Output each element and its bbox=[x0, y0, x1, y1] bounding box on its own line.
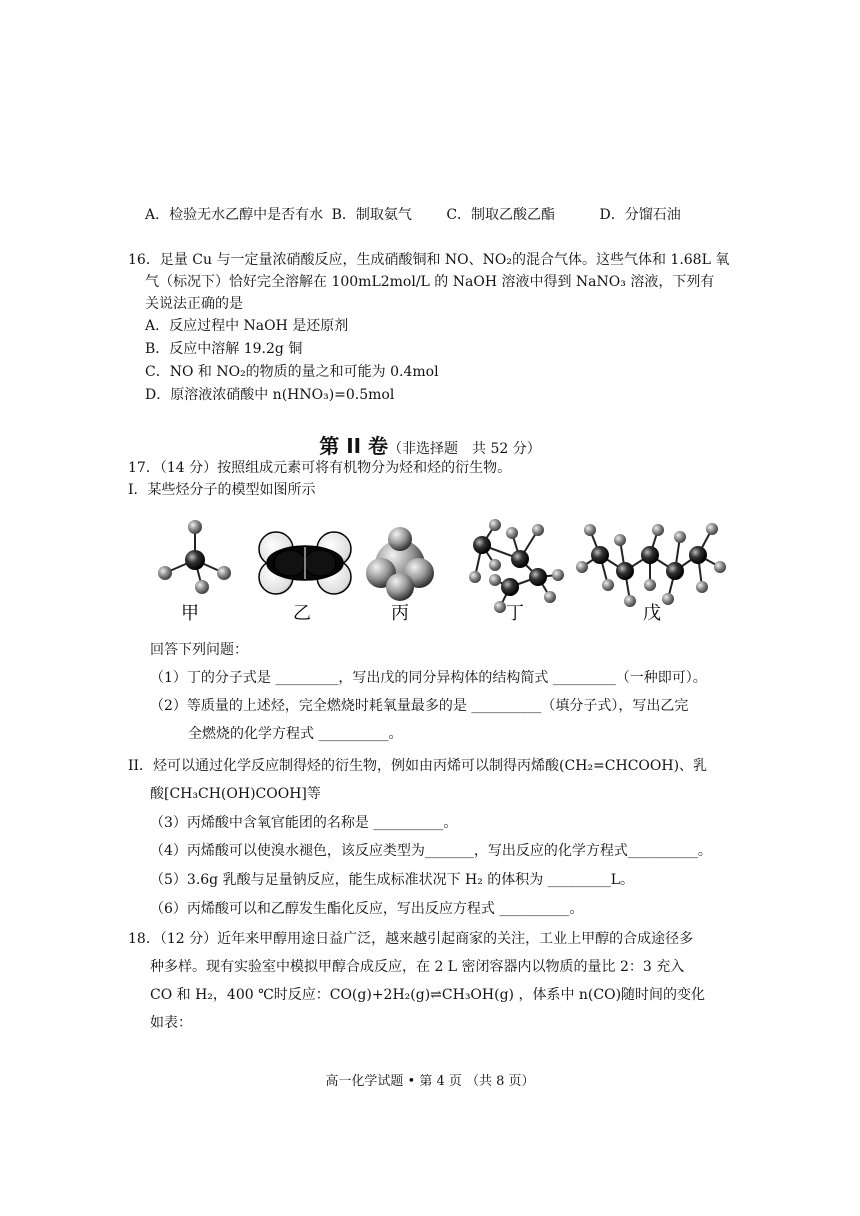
hydrocarbon-models-figure bbox=[150, 515, 740, 625]
q17-sub2-line-1: （2）等质量的上述烃，完全燃烧时耗氧量最多的是 __________（填分子式），写出乙完 bbox=[150, 698, 689, 714]
section-title-sub: （非选择题 共 52 分） bbox=[388, 441, 541, 457]
q17-sub2-line-2: 全燃烧的化学方程式 __________。 bbox=[188, 726, 403, 742]
section-title bbox=[0, 430, 860, 459]
q15-options bbox=[145, 205, 681, 225]
q17-sub1: （1）丁的分子式是 _________，写出戊的同分异构体的结构简式 _________（一种即可）。 bbox=[150, 670, 707, 686]
q18-line-4: 如表： bbox=[150, 1015, 192, 1031]
page-footer: 高一化学试题 • 第 4 页 （共 8 页） bbox=[325, 1074, 535, 1089]
model-wu bbox=[576, 523, 726, 607]
q15-option-c: C．制取乙酸乙酯 bbox=[446, 207, 556, 223]
label-wu: 戊 bbox=[643, 603, 661, 624]
model-bing bbox=[366, 527, 434, 601]
q18-line-1: 18．（12 分）近年来甲醇用途日益广泛，越来越引起商家的关注，工业上甲醇的合成途径多 bbox=[128, 931, 694, 947]
label-bing: 丙 bbox=[391, 603, 409, 624]
q15-option-a: A．检验无水乙醇中是否有水 bbox=[145, 207, 324, 223]
q16-option-b: B．反应中溶解 19.2g 铜 bbox=[145, 341, 303, 357]
q16-option-c: C．NO 和 NO₂的物质的量之和可能为 0.4mol bbox=[145, 364, 439, 380]
q16-option-a: A．反应过程中 NaOH 是还原剂 bbox=[145, 318, 349, 334]
label-ding: 丁 bbox=[506, 603, 524, 624]
q17-sub4: （4）丙烯酸可以使溴水褪色，该反应类型为_______，写出反应的化学方程式__________。 bbox=[150, 843, 712, 859]
q18-line-3: CO 和 H₂，400 ℃时反应：CO(g)+2H₂(g)⇌CH₃OH(g) ，体系中 n(CO)随时间的变化 bbox=[150, 987, 706, 1003]
q17-sub6: （6）丙烯酸可以和乙醇发生酯化反应，写出反应方程式 __________。 bbox=[150, 901, 584, 917]
q16-stem-line-3: 关说法正确的是 bbox=[145, 296, 243, 312]
q17-sub3: （3）丙烯酸中含氧官能团的名称是 __________。 bbox=[150, 815, 458, 831]
q17-part2-line-2: 酸[CH₃CH(OH)COOH]等 bbox=[150, 786, 321, 802]
q17-stem: 17．（14 分）按照组成元素可将有机物分为烃和烃的衍生物。 bbox=[128, 460, 512, 476]
q17-sub5: （5）3.6g 乳酸与足量钠反应，能生成标准状况下 H₂ 的体积为 _________L。 bbox=[150, 872, 635, 888]
section-title-main: 第 II 卷 bbox=[319, 434, 389, 458]
label-jia: 甲 bbox=[181, 603, 199, 624]
model-ding bbox=[469, 519, 564, 613]
q16-stem-line-1: 16．足量 Cu 与一定量浓硝酸反应，生成硝酸铜和 NO、NO₂的混合气体。这些气体和 1.68L 氧 bbox=[128, 252, 730, 268]
q17-answer-prompt: 回答下列问题： bbox=[150, 642, 248, 658]
q18-line-2: 种多样。现有实验室中模拟甲醇合成反应，在 2 L 密闭容器内以物质的量比 2：3 充入 bbox=[150, 959, 685, 975]
q17-part1: I．某些烃分子的模型如图所示 bbox=[128, 482, 316, 498]
q17-part2-line-1: II．烃可以通过化学反应制得烃的衍生物，例如由丙烯可以制得丙烯酸(CH₂=CHCOOH)、乳 bbox=[128, 758, 708, 774]
q15-option-d: D．分馏石油 bbox=[599, 207, 681, 223]
q15-option-b: B．制取氨气 bbox=[331, 207, 412, 223]
label-yi: 乙 bbox=[293, 603, 311, 624]
q16-stem-line-2: 气（标况下）恰好完全溶解在 100mL2mol/L 的 NaOH 溶液中得到 NaNO₃ 溶液，下列有 bbox=[145, 274, 715, 290]
model-yi bbox=[259, 532, 351, 594]
q16-option-d: D．原溶液浓硝酸中 n(HNO₃)=0.5mol bbox=[145, 387, 395, 403]
model-jia bbox=[158, 520, 231, 594]
